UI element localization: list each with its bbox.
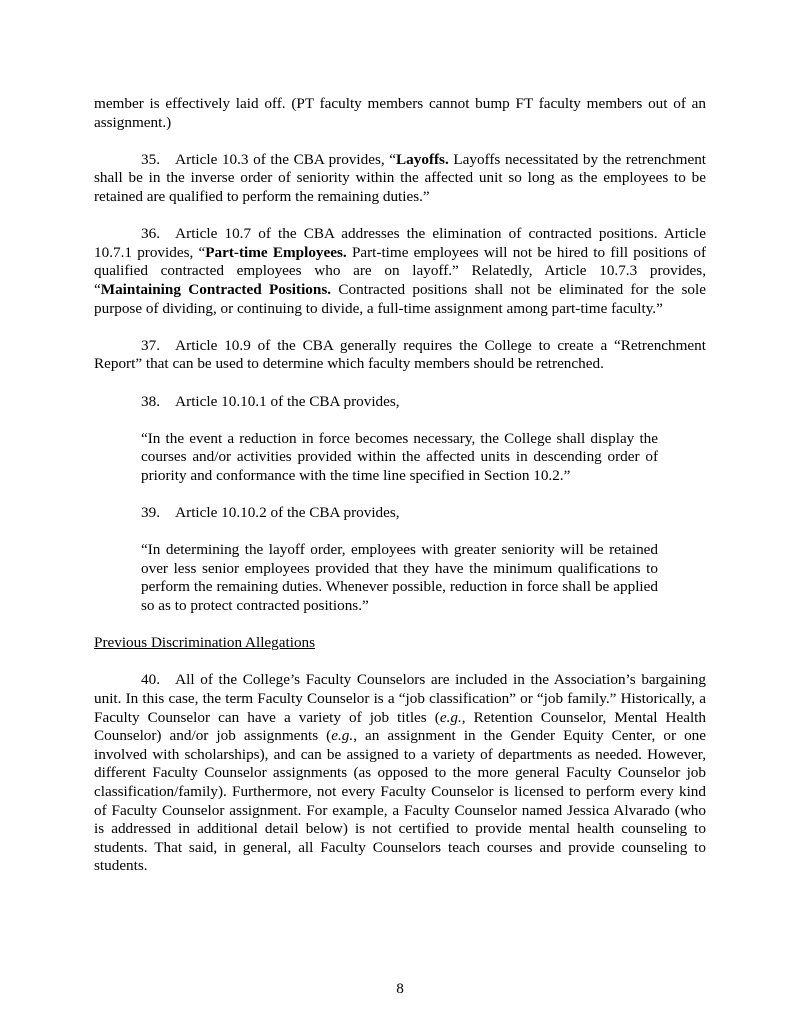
paragraph-36-bold-1: Part-time Employees. — [205, 243, 347, 261]
paragraph-35 — [94, 151, 706, 207]
paragraph-35-rest: Layoffs necessitated by the retrenchment shall be in the inverse order of seniority within the affected unit so long as the employees to be retained are qualified to perform the remaining duties.” — [94, 150, 707, 205]
paragraph-36-lead: 36. Article 10.7 of the CBA addresses the elimination of contracted positions. Article 10.7.1 provides, “ — [94, 225, 706, 261]
paragraph-40-eg-1: e.g. — [439, 708, 462, 726]
paragraph-40 — [94, 671, 706, 876]
page-number: 8 — [396, 980, 404, 997]
paragraph-continued: member is effectively laid off. (PT faculty members cannot bump FT faculty members out of an assignment.) — [94, 95, 706, 131]
paragraph-36-bold-2: Maintaining Contracted Positions. — [100, 280, 332, 298]
paragraph-40-c: , an assignment in the Gender Equity Center, or one involved with scholarships), and can be assigned to a variety of departments as needed. However, different Faculty Counselor assignments (as opposed to the more general Faculty Counselor job classification/family). Furthermore, not every Faculty Counselor is licensed to perform every kind of Faculty Counselor assignment. For example, a Faculty Counselor named Jessica Alvarado (who is addressed in additional detail below) is not certified to provide mental health counseling to students. That said, in general, all Faculty Counselors teach courses and provide counseling to students. — [94, 727, 706, 875]
paragraph-36 — [94, 225, 706, 318]
paragraph-40-a: 40. All of the College’s Faculty Counselors are included in the Association’s bargaining unit. In this case, the term Faculty Counselor is a “job classification” or “job family.” Historically, a Faculty Counselor can have a variety of job titles ( — [94, 671, 706, 726]
section-heading: Previous Discrimination Allegations — [94, 634, 316, 652]
quote-39: “In determining the layoff order, employees with greater seniority will be retained over less senior employees provided that they have the minimum qualifications to perform the remaining duties. Whenever possible, reduction in force shall be applied so as to protect contracted positions.” — [141, 541, 658, 615]
paragraph-38: 38. Article 10.10.1 of the CBA provides, — [141, 392, 400, 410]
document-body — [94, 95, 706, 895]
paragraph-36-mid: Part-time employees will not be hired to fill positions of qualified contracted employees who are on layoff.” Relatedly, Article 10.7.3 provides, “ — [94, 243, 707, 298]
paragraph-36-rest: Contracted positions shall not be eliminated for the sole purpose of dividing, or continuing to divide, a full-time assignment among part-time faculty.” — [94, 280, 706, 317]
paragraph-40-b: , Retention Counselor, Mental Health Counselor) and/or job assignments ( — [94, 708, 706, 745]
quote-38: “In the event a reduction in force becomes necessary, the College shall display the courses and/or activities provided within the affected units in descending order of priority and conformance with the time line specified in Section 10.2.” — [141, 429, 658, 484]
paragraph-39: 39. Article 10.10.2 of the CBA provides, — [141, 504, 400, 522]
paragraph-35-lead: 35. Article 10.3 of the CBA provides, “ — [141, 150, 397, 168]
paragraph-35-bold: Layoffs. — [396, 150, 449, 168]
paragraph-37: 37. Article 10.9 of the CBA generally requires the College to create a “Retrenchment Report” that can be used to determine which faculty members should be retrenched. — [94, 336, 706, 373]
paragraph-40-eg-2: e.g. — [331, 727, 354, 745]
